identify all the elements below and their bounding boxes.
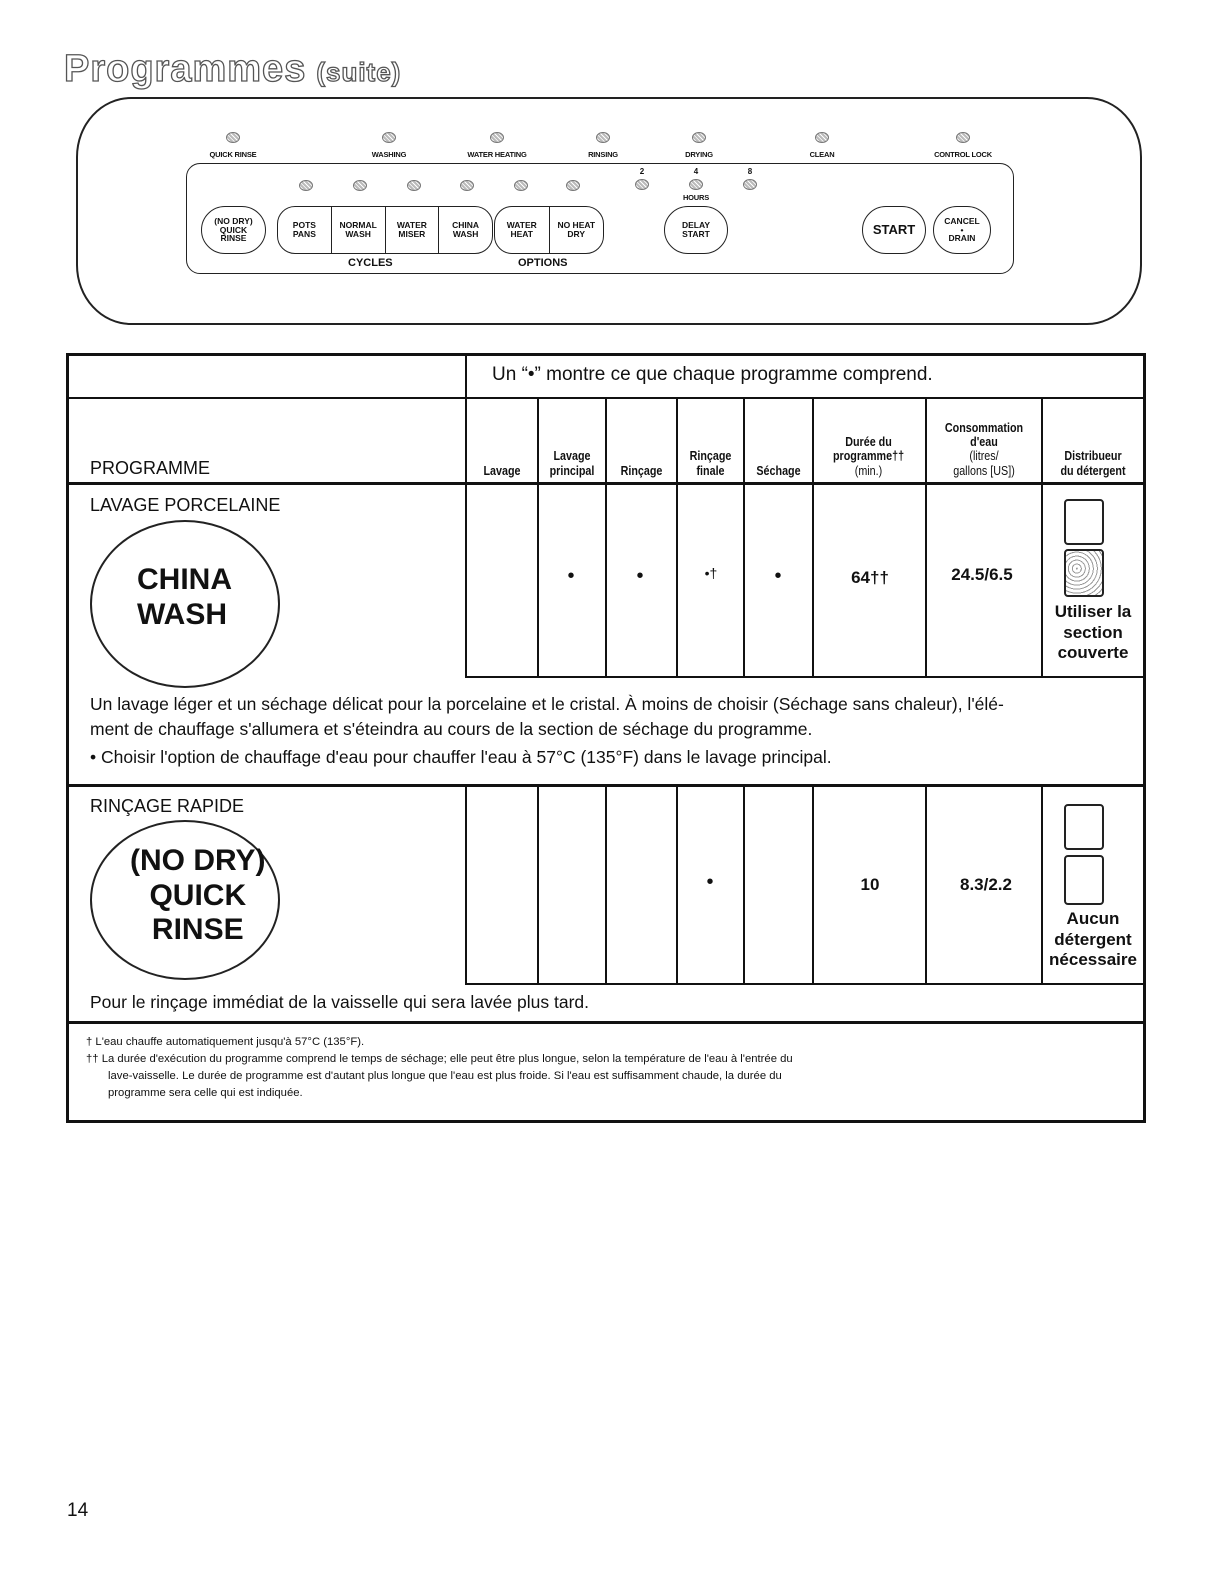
status-label: DRYING	[685, 150, 713, 159]
cycle-mark: •	[636, 565, 644, 587]
delay-start-button[interactable]: DELAY START	[664, 206, 728, 254]
column-rule	[465, 786, 467, 984]
column-header-text: Durée du programme††	[832, 434, 905, 464]
column-header-text: Séchage	[756, 463, 801, 478]
badge-label: CHINA WASH	[137, 563, 232, 631]
normal-wash-button[interactable]: NORMAL WASH	[332, 207, 386, 253]
column-header	[544, 400, 601, 478]
cycle-led	[353, 180, 367, 191]
column-header-text: Lavage principal	[549, 449, 595, 478]
status-led	[596, 132, 610, 143]
china-wash-button[interactable]: CHINA WASH	[452, 220, 480, 239]
programme-header: PROGRAMME	[90, 458, 211, 478]
column-rule	[812, 397, 814, 677]
status-label: QUICK RINSE	[209, 150, 257, 159]
hours-number: 2	[639, 167, 645, 176]
cycle-led	[460, 180, 474, 191]
cycle-led	[299, 180, 313, 191]
column-rule	[812, 786, 814, 984]
badge-label: (NO DRY) QUICK RINSE	[130, 844, 266, 946]
footnote: † L'eau chauffe automatiquement jusqu'à 57°C (135°F).	[86, 1036, 365, 1048]
detergent-cup-icon	[1064, 804, 1104, 850]
water-heat-button[interactable]: WATER HEAT	[495, 207, 550, 253]
options-label: OPTIONS	[518, 257, 568, 269]
column-header	[683, 400, 739, 478]
detergent-cup-icon	[1064, 499, 1104, 545]
row-title: RINÇAGE RAPIDE	[90, 796, 245, 816]
footnote: programme sera celle qui est indiquée.	[108, 1087, 303, 1099]
status-led	[490, 132, 504, 143]
description-line: Pour le rinçage immédiat de la vaisselle qui sera lavée plus tard.	[90, 992, 590, 1012]
column-header	[612, 400, 671, 478]
description-line: ment de chauffage s'allumera et s'éteindra au cours de la section de séchage du programme.	[90, 719, 813, 739]
status-led	[692, 132, 706, 143]
option-led	[566, 180, 580, 191]
cycle-mark: •†	[704, 565, 718, 581]
duration-value: 64††	[851, 568, 889, 587]
column-rule	[537, 397, 539, 677]
column-header-text: Rinçage finale	[689, 449, 732, 478]
detergent-note: Aucun détergent nécessaire	[1049, 909, 1137, 970]
options-button-group	[494, 206, 604, 254]
column-rule	[925, 786, 927, 984]
quick-rinse-button[interactable]: (NO DRY) QUICK RINSE	[201, 206, 266, 254]
water-miser-button[interactable]: WATER MISER	[386, 207, 440, 253]
column-header	[935, 400, 1033, 478]
column-header	[750, 400, 808, 478]
status-label: CLEAN	[809, 150, 835, 159]
column-header-text: Consommation d'eau	[944, 420, 1024, 449]
status-led	[815, 132, 829, 143]
title-suffix: (suite)	[316, 57, 402, 87]
status-led	[956, 132, 970, 143]
column-header-text: Rinçage	[620, 463, 663, 478]
cycles-button-group	[277, 206, 493, 254]
column-header-unit: (litres/ gallons [US])	[953, 449, 1015, 478]
covered-cup-icon	[1064, 549, 1104, 597]
status-label: WASHING	[371, 150, 407, 159]
page-title	[64, 48, 401, 91]
cell-bottom-rule	[465, 983, 1143, 985]
cell-bottom-rule	[465, 676, 1143, 678]
status-led	[382, 132, 396, 143]
water-value: 8.3/2.2	[960, 875, 1012, 894]
column-rule	[925, 397, 927, 677]
title-text: Programmes	[64, 48, 307, 90]
page-number: 14	[67, 1500, 89, 1521]
footnote: lave-vaisselle. Le durée de programme est d'autant plus longue que l'eau est plus froide. Si l'eau est suffisamment chaude, la durée du	[108, 1070, 782, 1082]
description-line: Un lavage léger et un séchage délicat pour la porcelaine et le cristal. À moins de choisir (Séchage sans chaleur), l'élé-	[90, 694, 1004, 714]
hours-led	[635, 179, 649, 190]
cycle-mark: •	[706, 871, 714, 893]
column-rule	[743, 397, 745, 677]
column-header	[473, 400, 531, 478]
status-led	[226, 132, 240, 143]
column-header-unit: (min.)	[854, 463, 883, 478]
cycles-label: CYCLES	[348, 257, 393, 269]
row-title: LAVAGE PORCELAINE	[90, 495, 281, 515]
column-rule	[605, 397, 607, 677]
column-rule	[605, 786, 607, 984]
footnote-divider	[66, 1021, 1146, 1024]
cancel-drain-button[interactable]: CANCEL • DRAIN	[933, 206, 991, 254]
column-header-text: Lavage	[483, 463, 521, 478]
duration-value: 10	[860, 875, 880, 894]
footnote: †† La durée d'exécution du programme comprend le temps de séchage; elle peut être plus longue, selon la température de l'eau à l'entrée du	[86, 1053, 793, 1065]
status-label: CONTROL LOCK	[934, 150, 992, 159]
status-label: WATER HEATING	[467, 150, 527, 159]
detergent-cup-icon	[1064, 855, 1104, 905]
cycle-mark: •	[774, 565, 782, 587]
column-rule	[676, 786, 678, 984]
pots-pans-button[interactable]: POTS PANS	[278, 207, 332, 253]
option-led	[514, 180, 528, 191]
hours-led	[743, 179, 757, 190]
detergent-note: Utiliser la section couverte	[1054, 602, 1132, 663]
start-button[interactable]: START	[862, 206, 926, 254]
column-header	[820, 400, 917, 478]
hours-label: HOURS	[682, 193, 710, 202]
description-line: • Choisir l'option de chauffage d'eau pour chauffer l'eau à 57°C (135°F) dans le lavage principal.	[90, 747, 832, 767]
column-header	[1050, 400, 1136, 478]
table-intro: Un “•” montre ce que chaque programme comprend.	[492, 364, 933, 385]
status-label: RINSING	[588, 150, 618, 159]
water-value: 24.5/6.5	[951, 565, 1013, 584]
column-rule	[465, 353, 467, 397]
hours-number: 8	[747, 167, 753, 176]
hours-number: 4	[693, 167, 699, 176]
cycle-mark: •	[567, 565, 575, 587]
column-header-text: Distribueur du détergent	[1060, 449, 1126, 478]
hours-led	[689, 179, 703, 190]
cycle-led	[407, 180, 421, 191]
column-rule	[537, 786, 539, 984]
column-rule	[465, 397, 467, 677]
no-heat-dry-button[interactable]: NO HEAT DRY	[557, 220, 596, 239]
column-rule	[676, 397, 678, 677]
column-rule	[743, 786, 745, 984]
